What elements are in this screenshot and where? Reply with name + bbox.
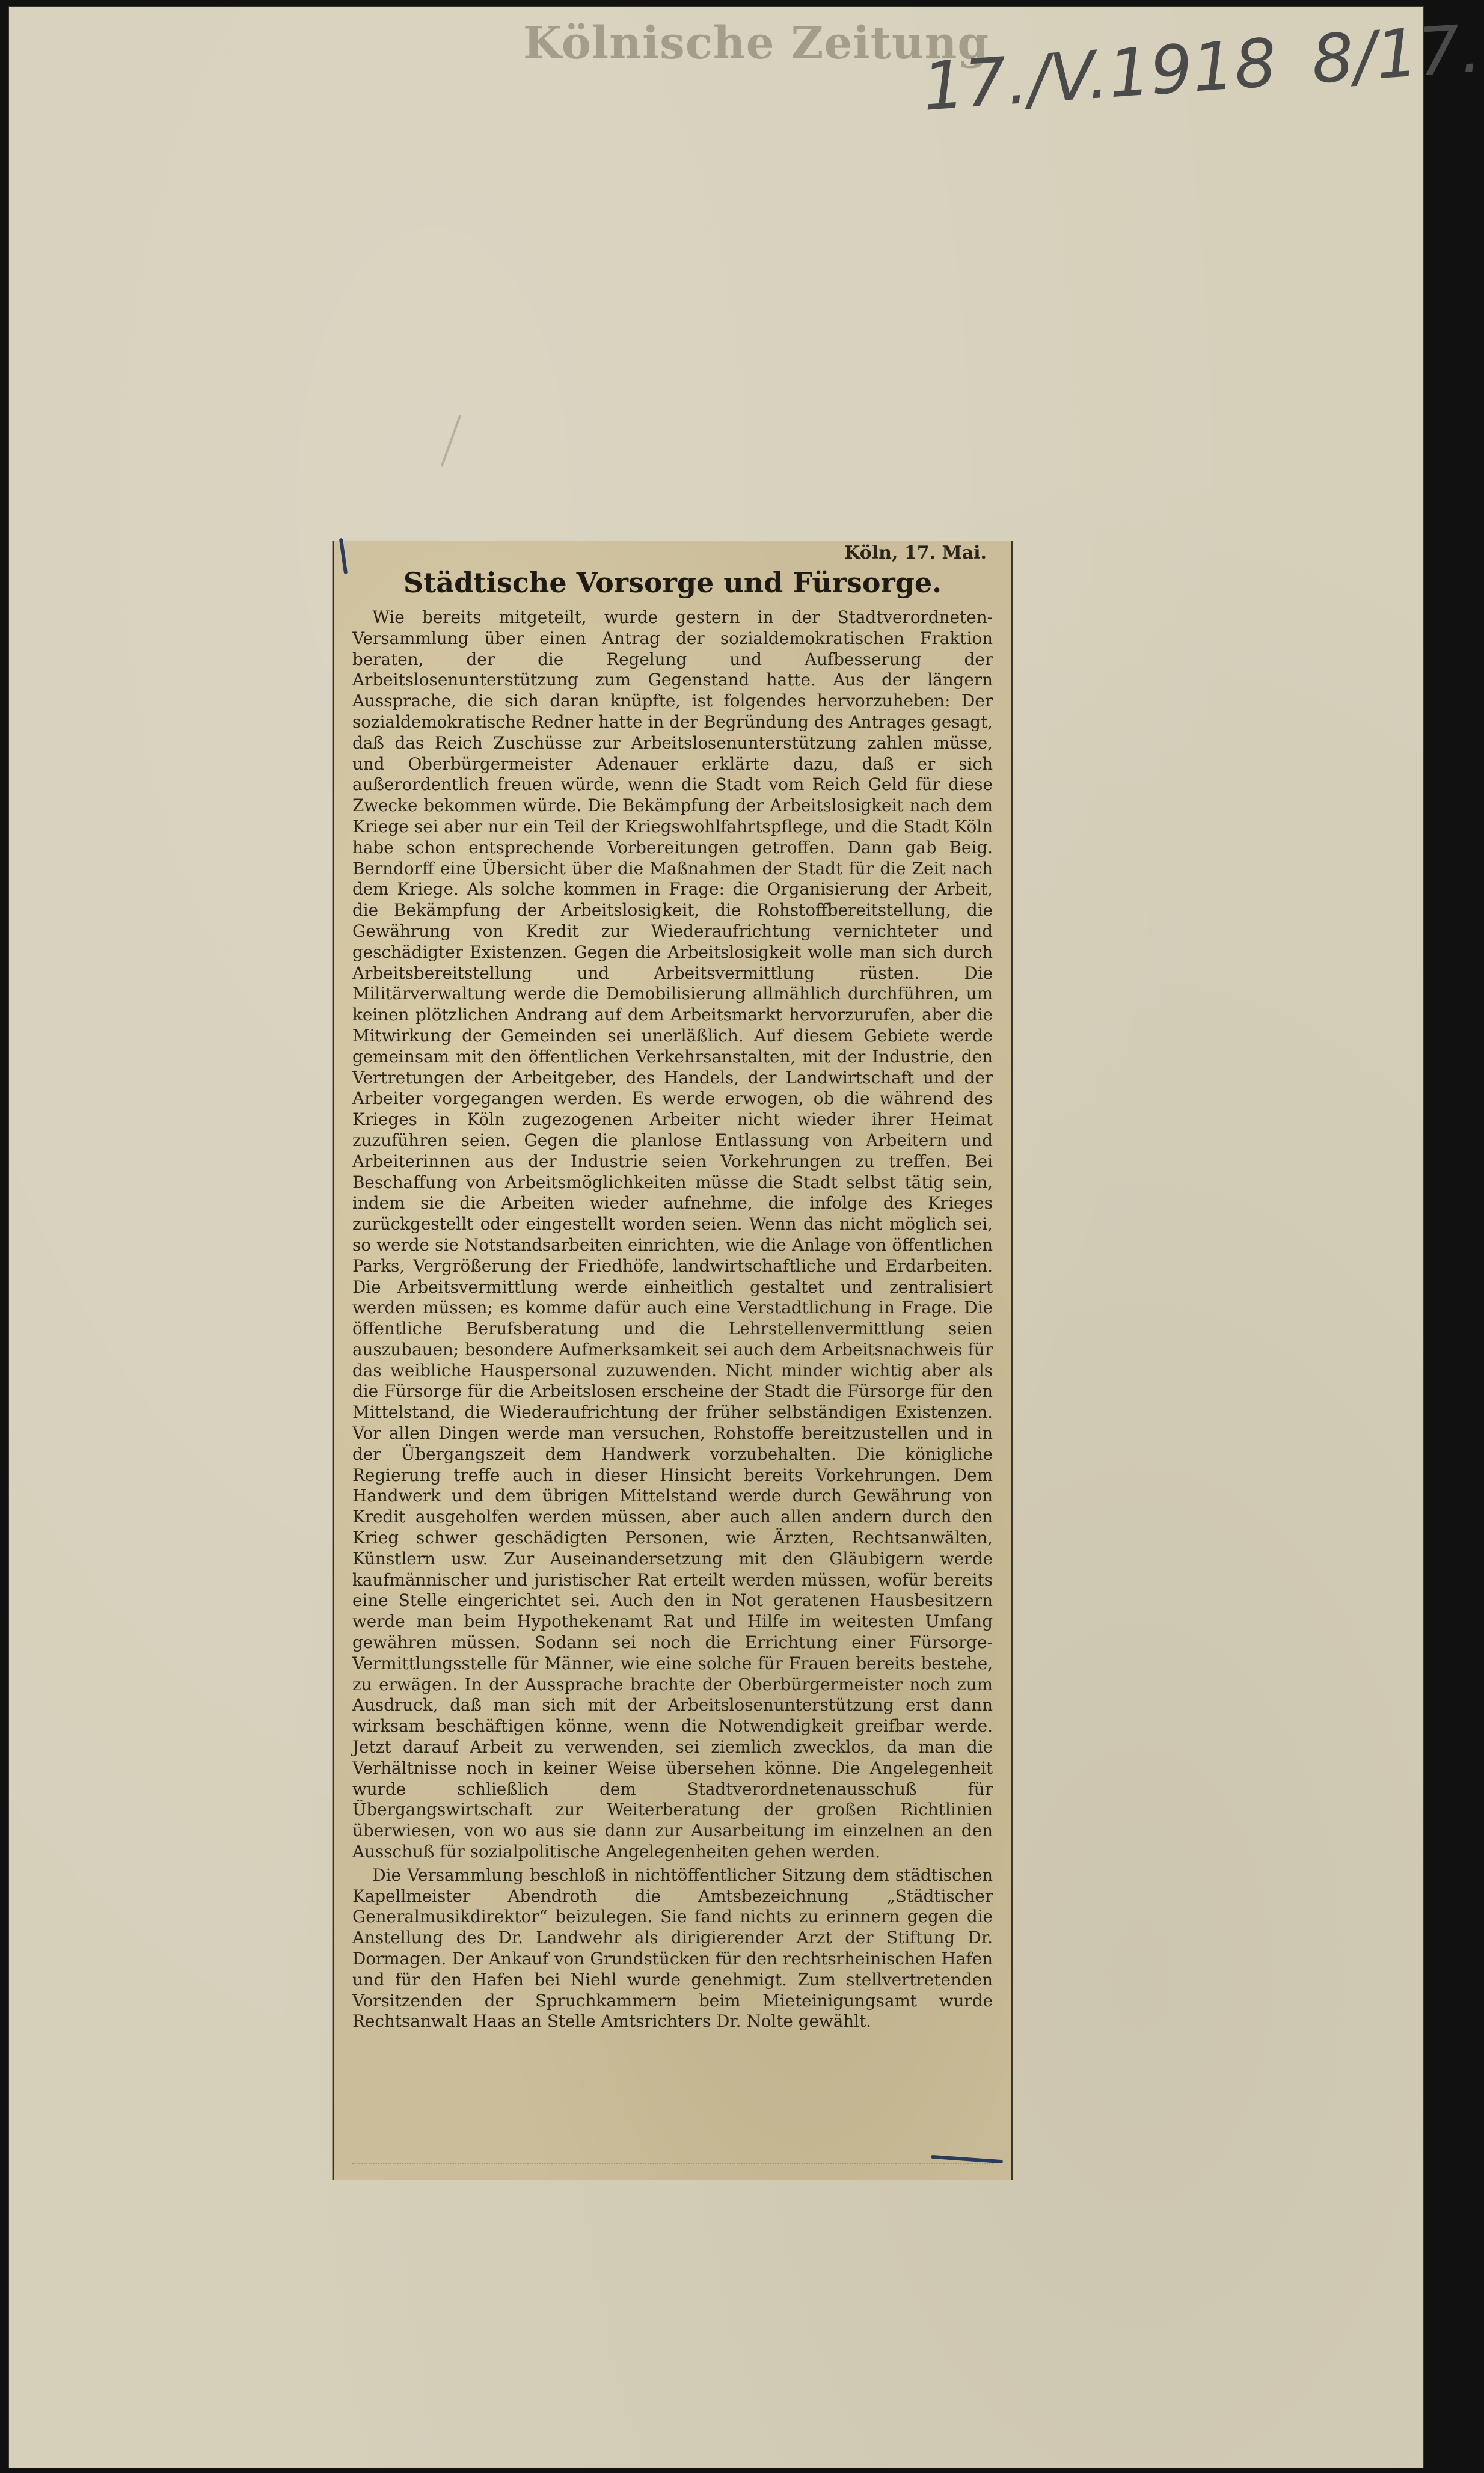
clipping-cut-edge [352, 2163, 993, 2180]
paper-crease [441, 415, 462, 467]
article-body [352, 607, 993, 2147]
article-headline: Städtische Vorsorge und Fürsorge. [403, 566, 942, 599]
newspaper-clipping [333, 541, 1013, 2180]
handwritten-date-text: 17./V.1918 [920, 24, 1280, 126]
handwritten-date [920, 10, 1484, 133]
article-paragraph: Wie bereits mitgeteilt, wurde gestern in der Stadtverordneten-Versammlung über einen Antrag der sozialdemokratischen Fraktion beraten, der die Regelung und Aufbesserung der Arbeitslosenunterstützung zum Gegenstand hatte. Aus der längern Aussprache, die sich daran knüpfte, ist folgendes hervorzuheben: Der sozialdemokratische Redner hatte in der Begründung des Antrages gesagt, daß das Reich Zuschüsse zur Arbeitslosenunterstützung zahlen müsse, und Oberbürgermeister Adenauer erklärte dazu, daß er sich außerordentlich freuen würde, wenn die Stadt vom Reich Geld für diese Zwecke bekommen würde. Die Bekämpfung der Arbeitslosigkeit nach dem Kriege sei aber nur ein Teil der Kriegswohlfahrtspflege, und die Stadt Köln habe schon entsprechende Vorbereitungen getroffen. Dann gab Beig. Berndorff eine Übersicht über die Maßnahmen der Stadt für die Zeit nach dem Kriege. Als solche kommen in Frage: die Organisierung der Arbeit, die Bekämpfung der Arbeitslosigkeit, die Rohstoffbereitstellung, die Gewährung von Kredit zur Wiederaufrichtung vernichteter und geschädigter Existenzen. Gegen die Arbeitslosigkeit wolle man sich durch Arbeitsbereitstellung und Arbeitsvermittlung rüsten. Die Militärverwaltung werde die Demobilisierung allmählich durchführen, um keinen plötzlichen Andrang auf dem Arbeitsmarkt hervorzurufen, aber die Mitwirkung der Gemeinden sei unerläßlich. Auf diesem Gebiete werde gemeinsam mit den öffentlichen Verkehrsanstalten, mit der Industrie, den Vertretungen der Arbeitgeber, des Handels, der Landwirtschaft und der Arbeiter vorgegangen werden. Es werde erwogen, ob die während des Krieges in Köln zugezogenen Arbeiter nicht wieder ihrer Heimat zuzuführen seien. Gegen die planlose Entlassung von Arbeitern und Arbeiterinnen aus der Industrie seien Vorkehrungen zu treffen. Bei Beschaffung von Arbeitsmöglichkeiten müsse die Stadt selbst tätig sein, indem sie die Arbeiten wieder aufnehme, die infolge des Krieges zurückgestellt oder eingestellt worden seien. Wenn das nicht möglich sei, so werde sie Notstandsarbeiten einrichten, wie die Anlage von öffentlichen Parks, Vergrößerung der Friedhöfe, landwirtschaftliche und Erdarbeiten. Die Arbeitsvermittlung werde einheitlich gestaltet und zentralisiert werden müssen; es komme dafür auch eine Verstadtlichung in Frage. Die öffentliche Berufsberatung und die Lehrstellenvermittlung seien auszubauen; besondere Aufmerksamkeit sei auch dem Arbeitsnachweis für das weibliche Hauspersonal zuzuwenden. Nicht minder wichtig aber als die Fürsorge für die Arbeitslosen erscheine der Stadt die Fürsorge für den Mittelstand, die Wiederaufrichtung der früher selbständigen Existenzen. Vor allen Dingen werde man versuchen, Rohstoffe bereitzustellen und in der Übergangszeit dem Handwerk vorzubehalten. Die königliche Regierung treffe auch in dieser Hinsicht bereits Vorkehrungen. Dem Handwerk und dem übrigen Mittelstand werde durch Gewährung von Kredit ausgeholfen werden müssen, aber auch allen andern durch den Krieg schwer geschädigten Personen, wie Ärzten, Rechtsanwälten, Künstlern usw. Zur Auseinandersetzung mit den Gläubigern werde kaufmännischer und juristischer Rat erteilt werden müssen, wofür bereits eine Stelle eingerichtet sei. Auch den in Not geratenen Hausbesitzern werde man beim Hypothekenamt Rat und Hilfe im weitesten Umfang gewähren müssen. Sodann sei noch die Errichtung einer Fürsorge-Vermittlungsstelle für Männer, wie eine solche für Frauen bereits bestehe, zu erwägen. In der Aussprache brachte der Oberbürgermeister noch zum Ausdruck, daß man sich mit der Arbeitslosenunterstützung erst dann wirksam beschäftigen könne, wenn die Notwendigkeit greifbar werde. Jetzt darauf Arbeit zu verwenden, sei ziemlich zwecklos, da man die Verhältnisse noch in keiner Weise übersehen könne. Die Angelegenheit wurde schließlich dem Stadtverordnetenausschuß für Übergangswirtschaft zur Weiterberatung der großen Richtlinien überwiesen, von wo aus sie dann zur Ausarbeitung im einzelnen an den Ausschuß für sozialpolitische Angelegenheiten gehen werden. [352, 607, 993, 1862]
article-paragraph: Die Versammlung beschloß in nichtöffentlicher Sitzung dem städtischen Kapellmeister Abendroth die Amtsbezeichnung „Städtischer Generalmusikdirektor“ beizulegen. Sie fand nichts zu erinnern gegen die Anstellung des Dr. Landwehr als dirigierender Arzt der Stiftung Dr. Dormagen. Der Ankauf von Grundstücken für den rechtsrheinischen Hafen und für den Hafen bei Niehl wurde genehmigt. Zum stellvertretenden Vorsitzenden der Spruchkammern beim Mieteinigungsamt wurde Rechtsanwalt Haas an Stelle Amtsrichters Dr. Nolte gewählt. [352, 1865, 993, 2032]
handwritten-number-text: 8/17. [1309, 10, 1484, 99]
article-dateline: Köln, 17. Mai. [844, 542, 987, 563]
newspaper-stamp: Kölnische Zeitung [523, 17, 990, 69]
